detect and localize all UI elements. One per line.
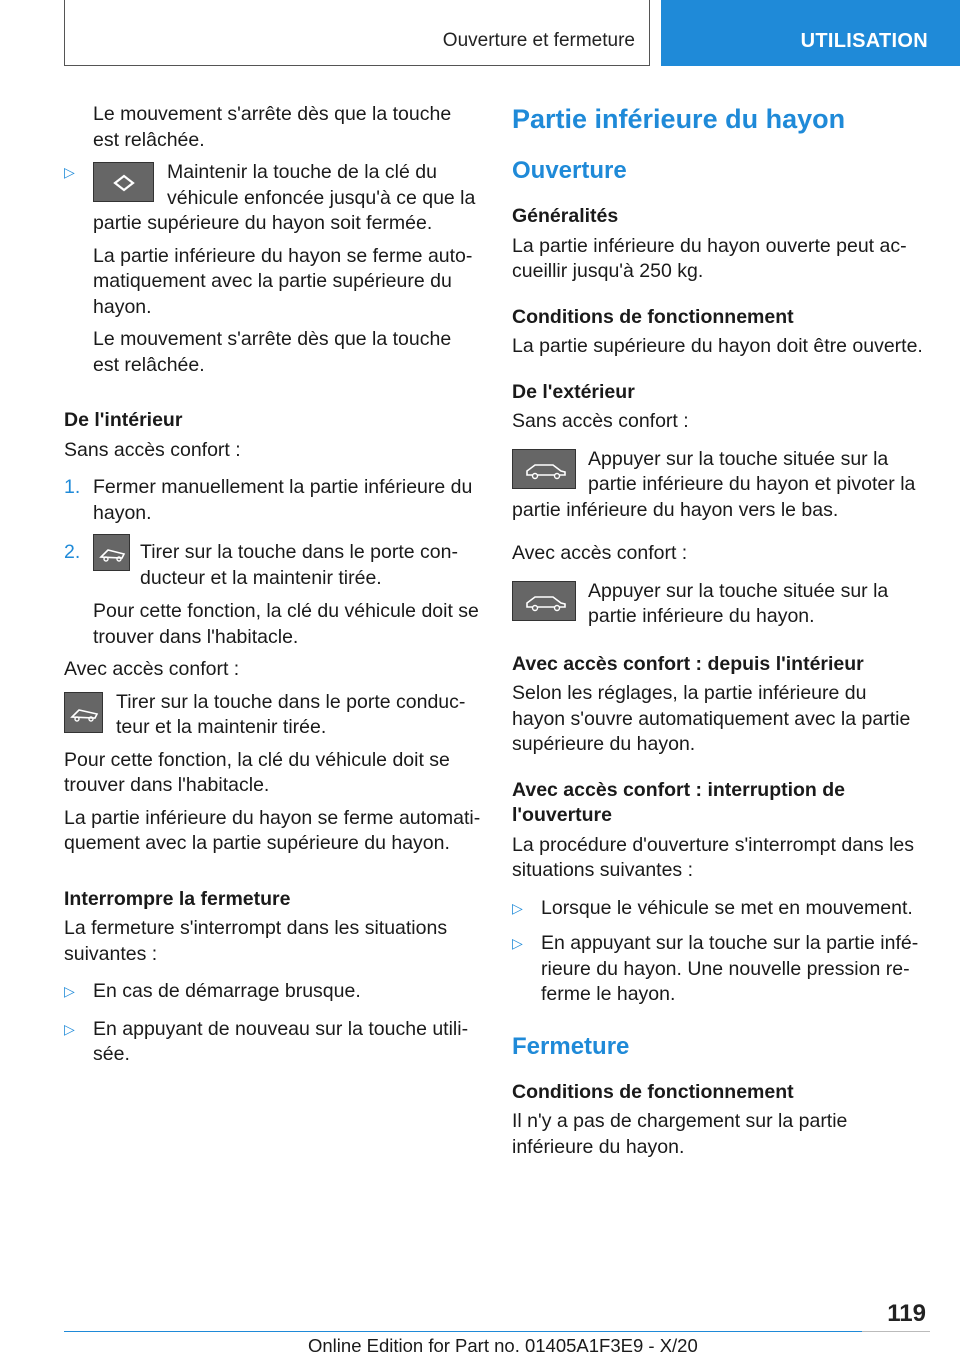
paragraph: Le mouvement s'arrête dès que la touche est relâchée.: [93, 328, 452, 376]
paragraph: La fermeture s'interrompt dans les situations suivantes :: [64, 917, 448, 965]
paragraph: Avec accès confort :: [64, 658, 240, 680]
section-title: UTILISATION: [800, 30, 928, 52]
icon-paragraph: [512, 579, 924, 630]
icon-paragraph: [512, 447, 924, 524]
subheading: Interrompre la fermeture: [64, 887, 291, 910]
subsection-heading-opening: Ouverture: [512, 157, 627, 184]
paragraph: Il n'y a pas de chargement sur la partie inférieure du hayon.: [512, 1110, 848, 1158]
paragraph: Avec accès confort :: [512, 542, 688, 564]
paragraph-text: Tirer sur la touche dans le porte conducteur et la maintenir tirée.: [116, 690, 466, 738]
paragraph: La partie inférieure du hayon se ferme automatiquement avec la partie supérieure du hayon.: [93, 244, 473, 318]
bullet-text: En appuyant de nouveau sur la touche utilisée.: [93, 1017, 469, 1065]
step-text: Fermer manuellement la partie inférieure du hayon.: [93, 476, 473, 524]
paragraph: La partie inférieure du hayon se ferme automatiquement avec la partie supérieure du hayon.: [64, 806, 481, 854]
subheading: De l'intérieur: [64, 409, 183, 431]
paragraph: Selon les réglages, la partie inférieure du hayon s'ouvre automatiquement avec la partie supérieure du hayon.: [512, 682, 911, 755]
bullet-text: En appuyant sur la touche sur la partie inférieure du hayon. Une nouvelle pression referme le hayon.: [541, 932, 919, 1005]
bullet-triangle-icon: ▷: [64, 164, 75, 180]
footer-rule-gray: [862, 1331, 930, 1332]
step-text: Tirer sur la touche dans le porte conducteur et la maintenir tirée.: [140, 541, 458, 589]
paragraph: Pour cette fonction, la clé du véhicule doit se trouver dans l'habitacle.: [64, 748, 450, 796]
bullet-item: [64, 1017, 482, 1068]
subheading: Avec accès confort : interruption de l'ouverture: [512, 778, 846, 826]
bullet-triangle-icon: ▷: [64, 1020, 75, 1037]
chapter-title: Ouverture et fermeture: [442, 30, 635, 51]
bullet-triangle-icon: ▷: [512, 935, 523, 951]
paragraph: Le mouvement s'arrête dès que la touche est relâchée.: [93, 103, 452, 151]
footer-rule: [64, 1331, 862, 1332]
left-column: [64, 102, 482, 1075]
paragraph: La procédure d'ouverture s'interrompt dans les situations suivantes :: [512, 833, 914, 881]
bullet-item: [512, 931, 924, 1008]
paragraph: La partie inférieure du hayon ouverte peut accueillir jusqu'à 250 kg.: [512, 234, 907, 282]
bullet-item: [64, 160, 482, 237]
bullet-triangle-icon: ▷: [512, 899, 523, 916]
page-number: 119: [887, 1300, 926, 1327]
subheading: Avec accès confort : depuis l'intérieur: [512, 652, 864, 675]
subsection-heading-closing: Fermeture: [512, 1032, 630, 1060]
numbered-item: [64, 540, 482, 591]
step-number: 1.: [64, 476, 81, 498]
key-tailgate-button-icon: [93, 162, 154, 202]
paragraph: Pour cette fonction, la clé du véhicule doit se trouver dans l'habitacle.: [93, 600, 479, 648]
bullet-item: [512, 896, 924, 922]
numbered-item: [64, 475, 482, 526]
bullet-text: En cas de démarrage brusque.: [93, 980, 361, 1002]
tailgate-lower-button-icon: [512, 581, 576, 621]
footer-edition: Online Edition for Part no. 01405A1F3E9 - X/20: [308, 1335, 698, 1356]
bullet-triangle-icon: ▷: [64, 983, 75, 999]
running-header-box: [64, 0, 650, 66]
subheading: Généralités: [512, 205, 619, 227]
step-number: 2.: [64, 541, 81, 563]
icon-paragraph: [64, 690, 482, 741]
paragraph-text: Appuyer sur la touche située sur la partie inférieure du hayon et pivoter la partie inférieure du hayon vers le bas.: [512, 447, 916, 521]
section-tab: [661, 0, 960, 66]
subheading: Conditions de fonctionnement: [512, 1080, 794, 1103]
subheading: Conditions de fonctionnement: [512, 305, 794, 328]
driver-door-tailgate-switch-icon: [93, 534, 130, 571]
bullet-item: [64, 979, 482, 1005]
paragraph-text: Appuyer sur la touche située sur la partie inférieure du hayon.: [588, 579, 889, 627]
subheading: De l'extérieur: [512, 380, 635, 403]
tailgate-lower-button-icon: [512, 449, 576, 489]
bullet-text: Lorsque le véhicule se met en mouvement.: [541, 896, 913, 919]
paragraph: Sans accès confort :: [64, 438, 241, 461]
bullet-text: Maintenir la touche de la clé du véhicule enfoncée jusqu'à ce que la partie supérieure du hayon soit fermée.: [93, 161, 476, 234]
section-heading: Partie inférieure du hayon: [512, 104, 846, 134]
paragraph: La partie supérieure du hayon doit être ouverte.: [512, 335, 923, 357]
driver-door-tailgate-switch-icon: [64, 692, 103, 733]
paragraph: Sans accès confort :: [512, 410, 689, 432]
right-column: [512, 102, 924, 1167]
